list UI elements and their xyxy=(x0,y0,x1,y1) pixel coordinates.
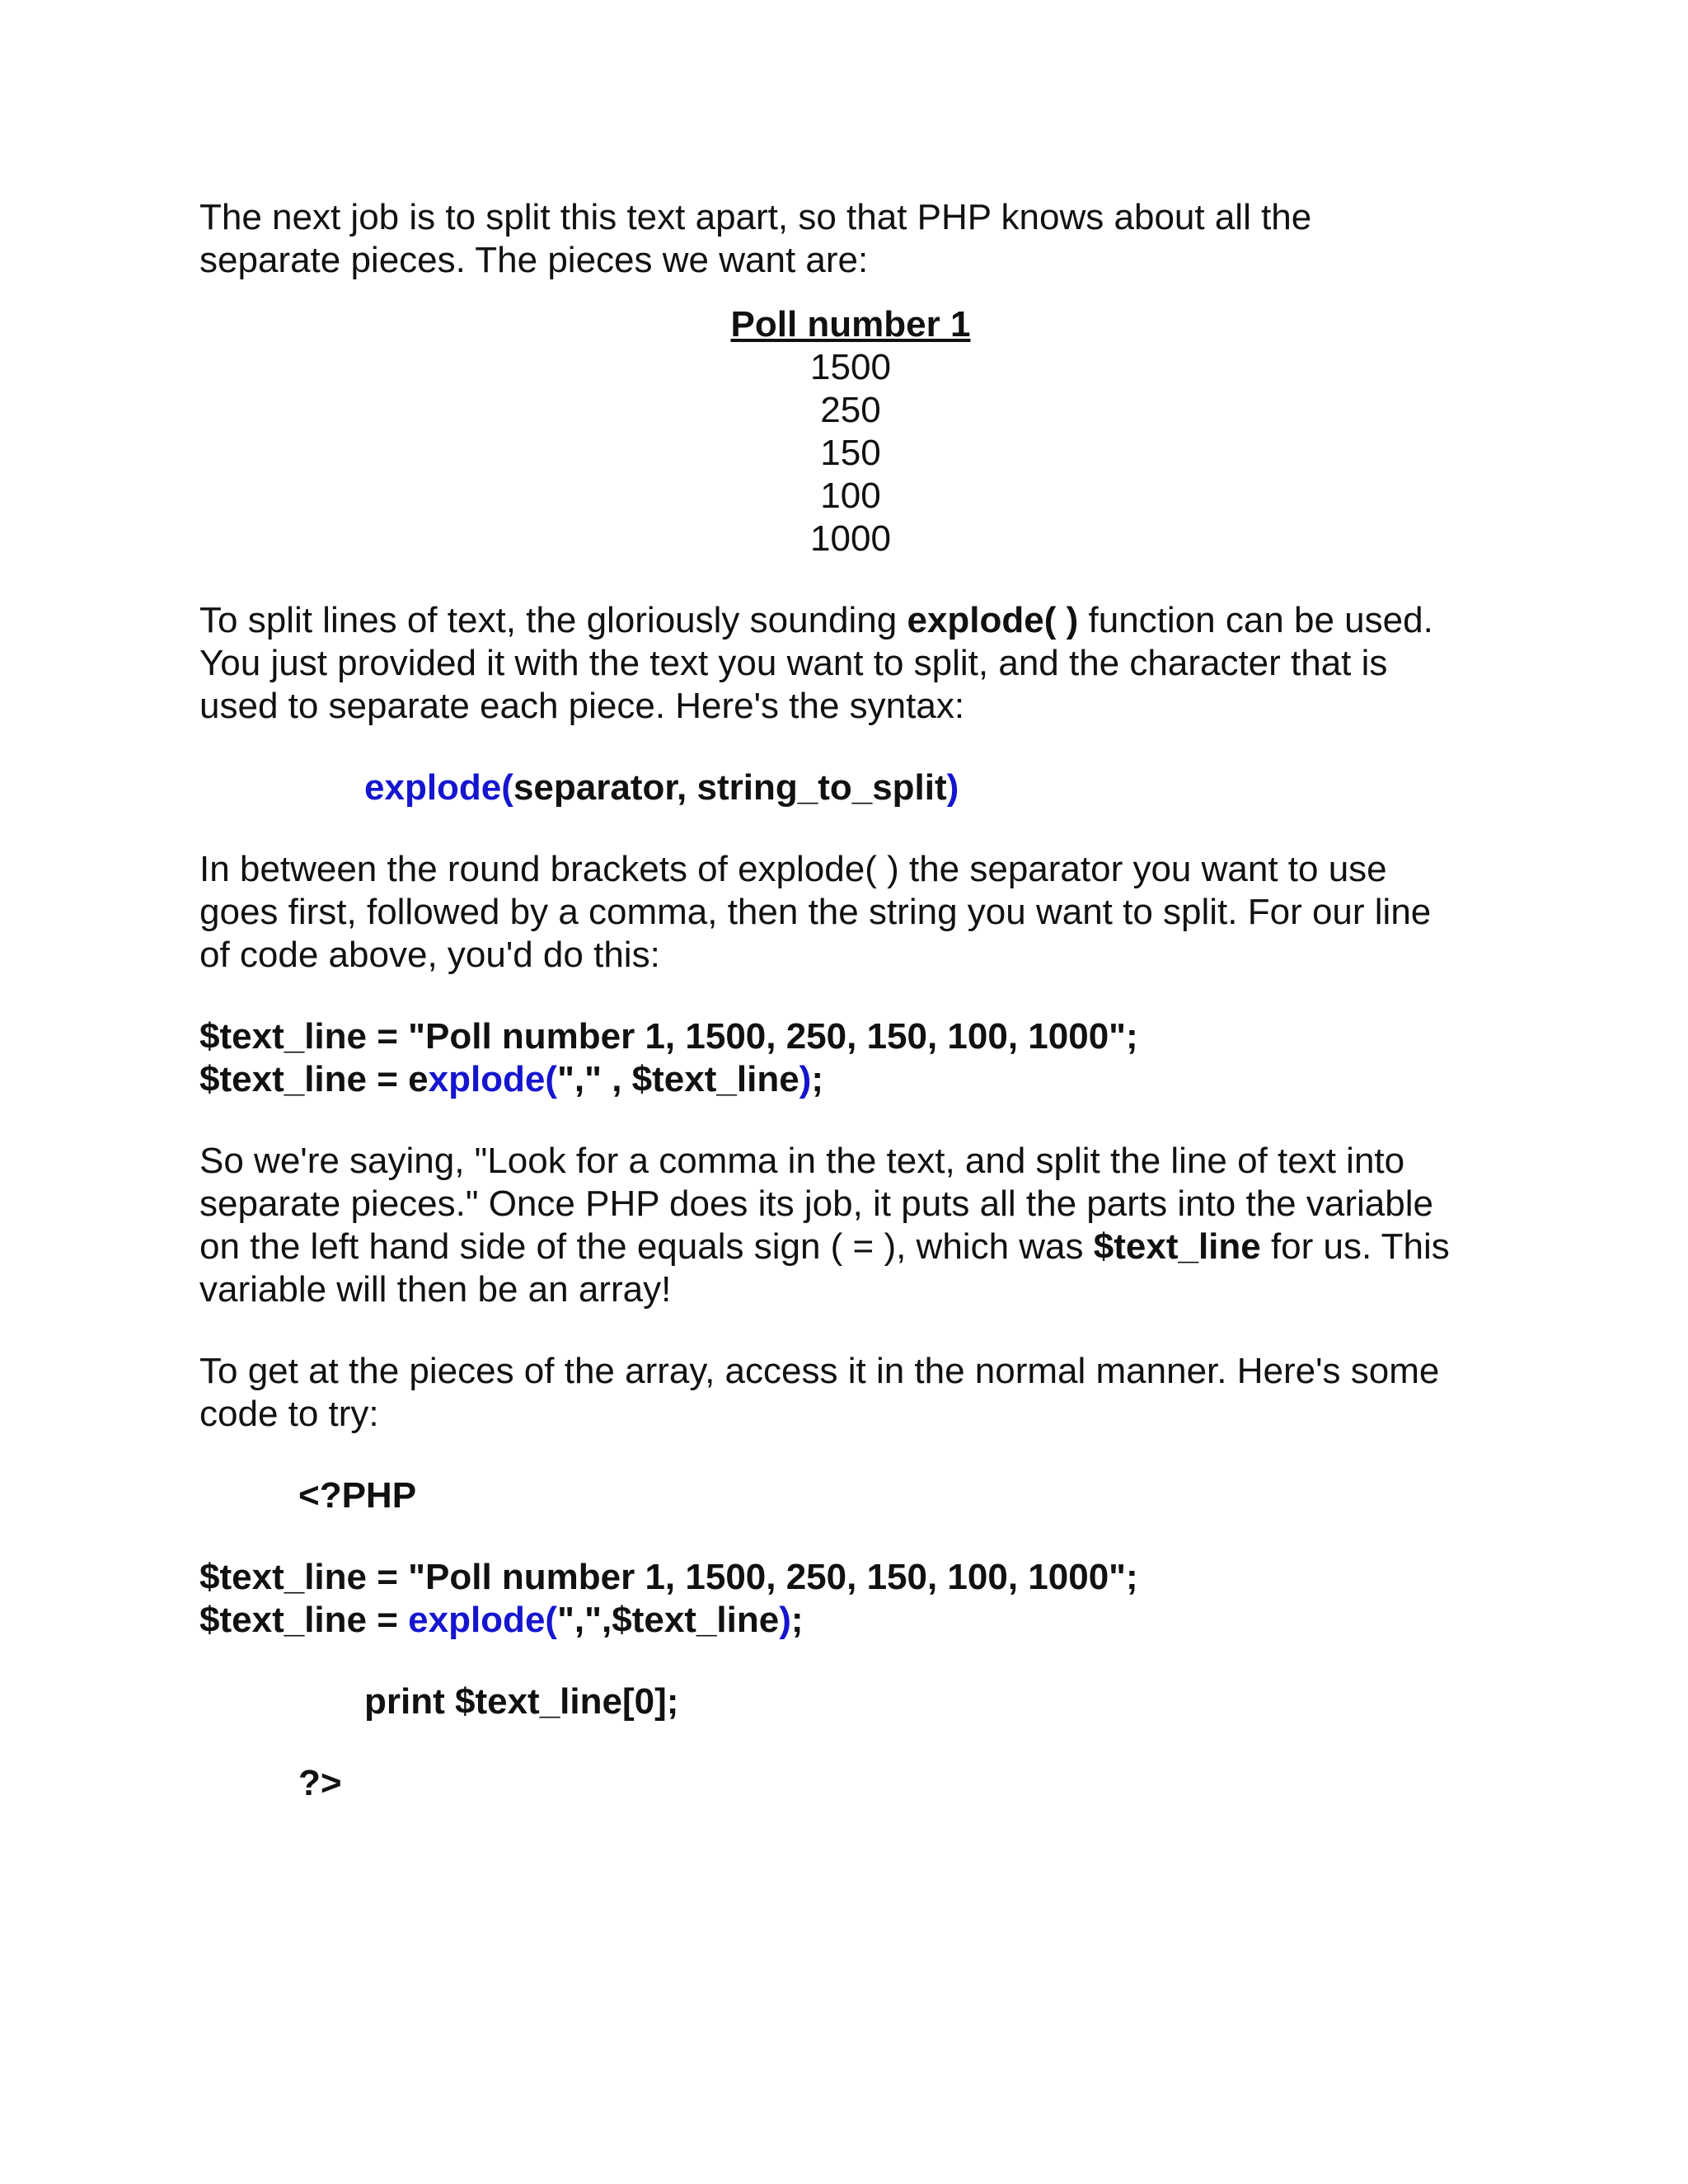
try-code-block xyxy=(199,1474,1502,1805)
saying-line-1: So we're saying, "Look for a comma in the text, and split the line of text into xyxy=(199,1141,1405,1181)
syntax-args: separator, string_to_split xyxy=(513,767,947,808)
saying-text: on the left hand side of the equals sign ( = ), which was xyxy=(199,1226,1094,1267)
try-code-line-1: $text_line = "Poll number 1, 1500, 250, 150, 100, 1000"; xyxy=(199,1557,1138,1597)
access-line-2: code to try: xyxy=(199,1394,379,1434)
php-close-tag: ?> xyxy=(298,1763,342,1803)
example-code-close-paren: ) xyxy=(799,1059,812,1099)
saying-line-4: variable will then be an array! xyxy=(199,1269,672,1310)
example-code-args: "," , $text_line xyxy=(557,1059,799,1099)
example-code-semicolon: ; xyxy=(811,1059,823,1099)
saying-line-3 xyxy=(199,1226,1502,1268)
try-code-line-2 xyxy=(199,1599,1502,1642)
poll-value: 150 xyxy=(820,433,881,473)
example-code-block xyxy=(199,1015,1502,1101)
poll-values-list xyxy=(199,303,1502,560)
saying-text-end: for us. This xyxy=(1260,1226,1450,1267)
explode-intro-line-1 xyxy=(199,599,1502,642)
saying-line-2: separate pieces." Once PHP does its job, it puts all the parts into the variable xyxy=(199,1183,1433,1224)
between-line-2: goes first, followed by a comma, then the string you want to split. For our line xyxy=(199,892,1432,932)
syntax-close-paren: ) xyxy=(946,767,959,808)
explode-intro-text-end: function can be used. xyxy=(1078,600,1433,640)
poll-value: 1000 xyxy=(810,518,891,559)
explode-intro-paragraph xyxy=(199,599,1502,728)
between-line-3: of code above, you'd do this: xyxy=(199,935,660,975)
example-code-line-1: $text_line = "Poll number 1, 1500, 250, 150, 100, 1000"; xyxy=(199,1016,1138,1057)
variable-name: $text_line xyxy=(1093,1226,1261,1267)
saying-paragraph xyxy=(199,1140,1502,1311)
try-code-semicolon: ; xyxy=(790,1600,804,1640)
intro-line-1: The next job is to split this text apart, so that PHP knows about all the xyxy=(199,197,1312,237)
explode-function-name: explode( ) xyxy=(907,600,1079,640)
example-code-assign: $text_line = e xyxy=(199,1059,429,1099)
between-paragraph xyxy=(199,848,1502,977)
try-code-explode: explode( xyxy=(408,1600,558,1640)
explode-intro-text: To split lines of text, the gloriously sounding xyxy=(199,600,907,640)
print-statement: print $text_line[0]; xyxy=(364,1681,679,1722)
try-code-close-paren: ) xyxy=(779,1600,791,1640)
try-code-args: ",",$text_line xyxy=(557,1600,780,1640)
syntax-line xyxy=(199,766,1502,809)
intro-line-2: separate pieces. The pieces we want are: xyxy=(199,240,869,280)
poll-value: 250 xyxy=(820,390,881,430)
example-code-line-2 xyxy=(199,1058,1502,1101)
document-content xyxy=(199,196,1502,1805)
access-paragraph xyxy=(199,1350,1502,1436)
explode-intro-line-2: You just provided it with the text you want to split, and the character that is xyxy=(199,643,1388,683)
try-code-assign: $text_line = xyxy=(199,1600,409,1640)
php-open-tag: <?PHP xyxy=(298,1475,417,1516)
access-line-1: To get at the pieces of the array, access it in the normal manner. Here's some xyxy=(199,1351,1440,1391)
intro-paragraph xyxy=(199,196,1502,282)
poll-value: 1500 xyxy=(810,347,891,387)
poll-value: 100 xyxy=(820,476,881,516)
syntax-function: explode xyxy=(364,767,502,808)
explode-intro-line-3: used to separate each piece. Here's the syntax: xyxy=(199,686,965,726)
syntax-open-paren: ( xyxy=(501,767,513,808)
example-code-explode: xplode( xyxy=(428,1059,558,1099)
poll-title: Poll number 1 xyxy=(730,304,971,344)
between-line-1: In between the round brackets of explode( ) the separator you want to use xyxy=(199,849,1387,889)
